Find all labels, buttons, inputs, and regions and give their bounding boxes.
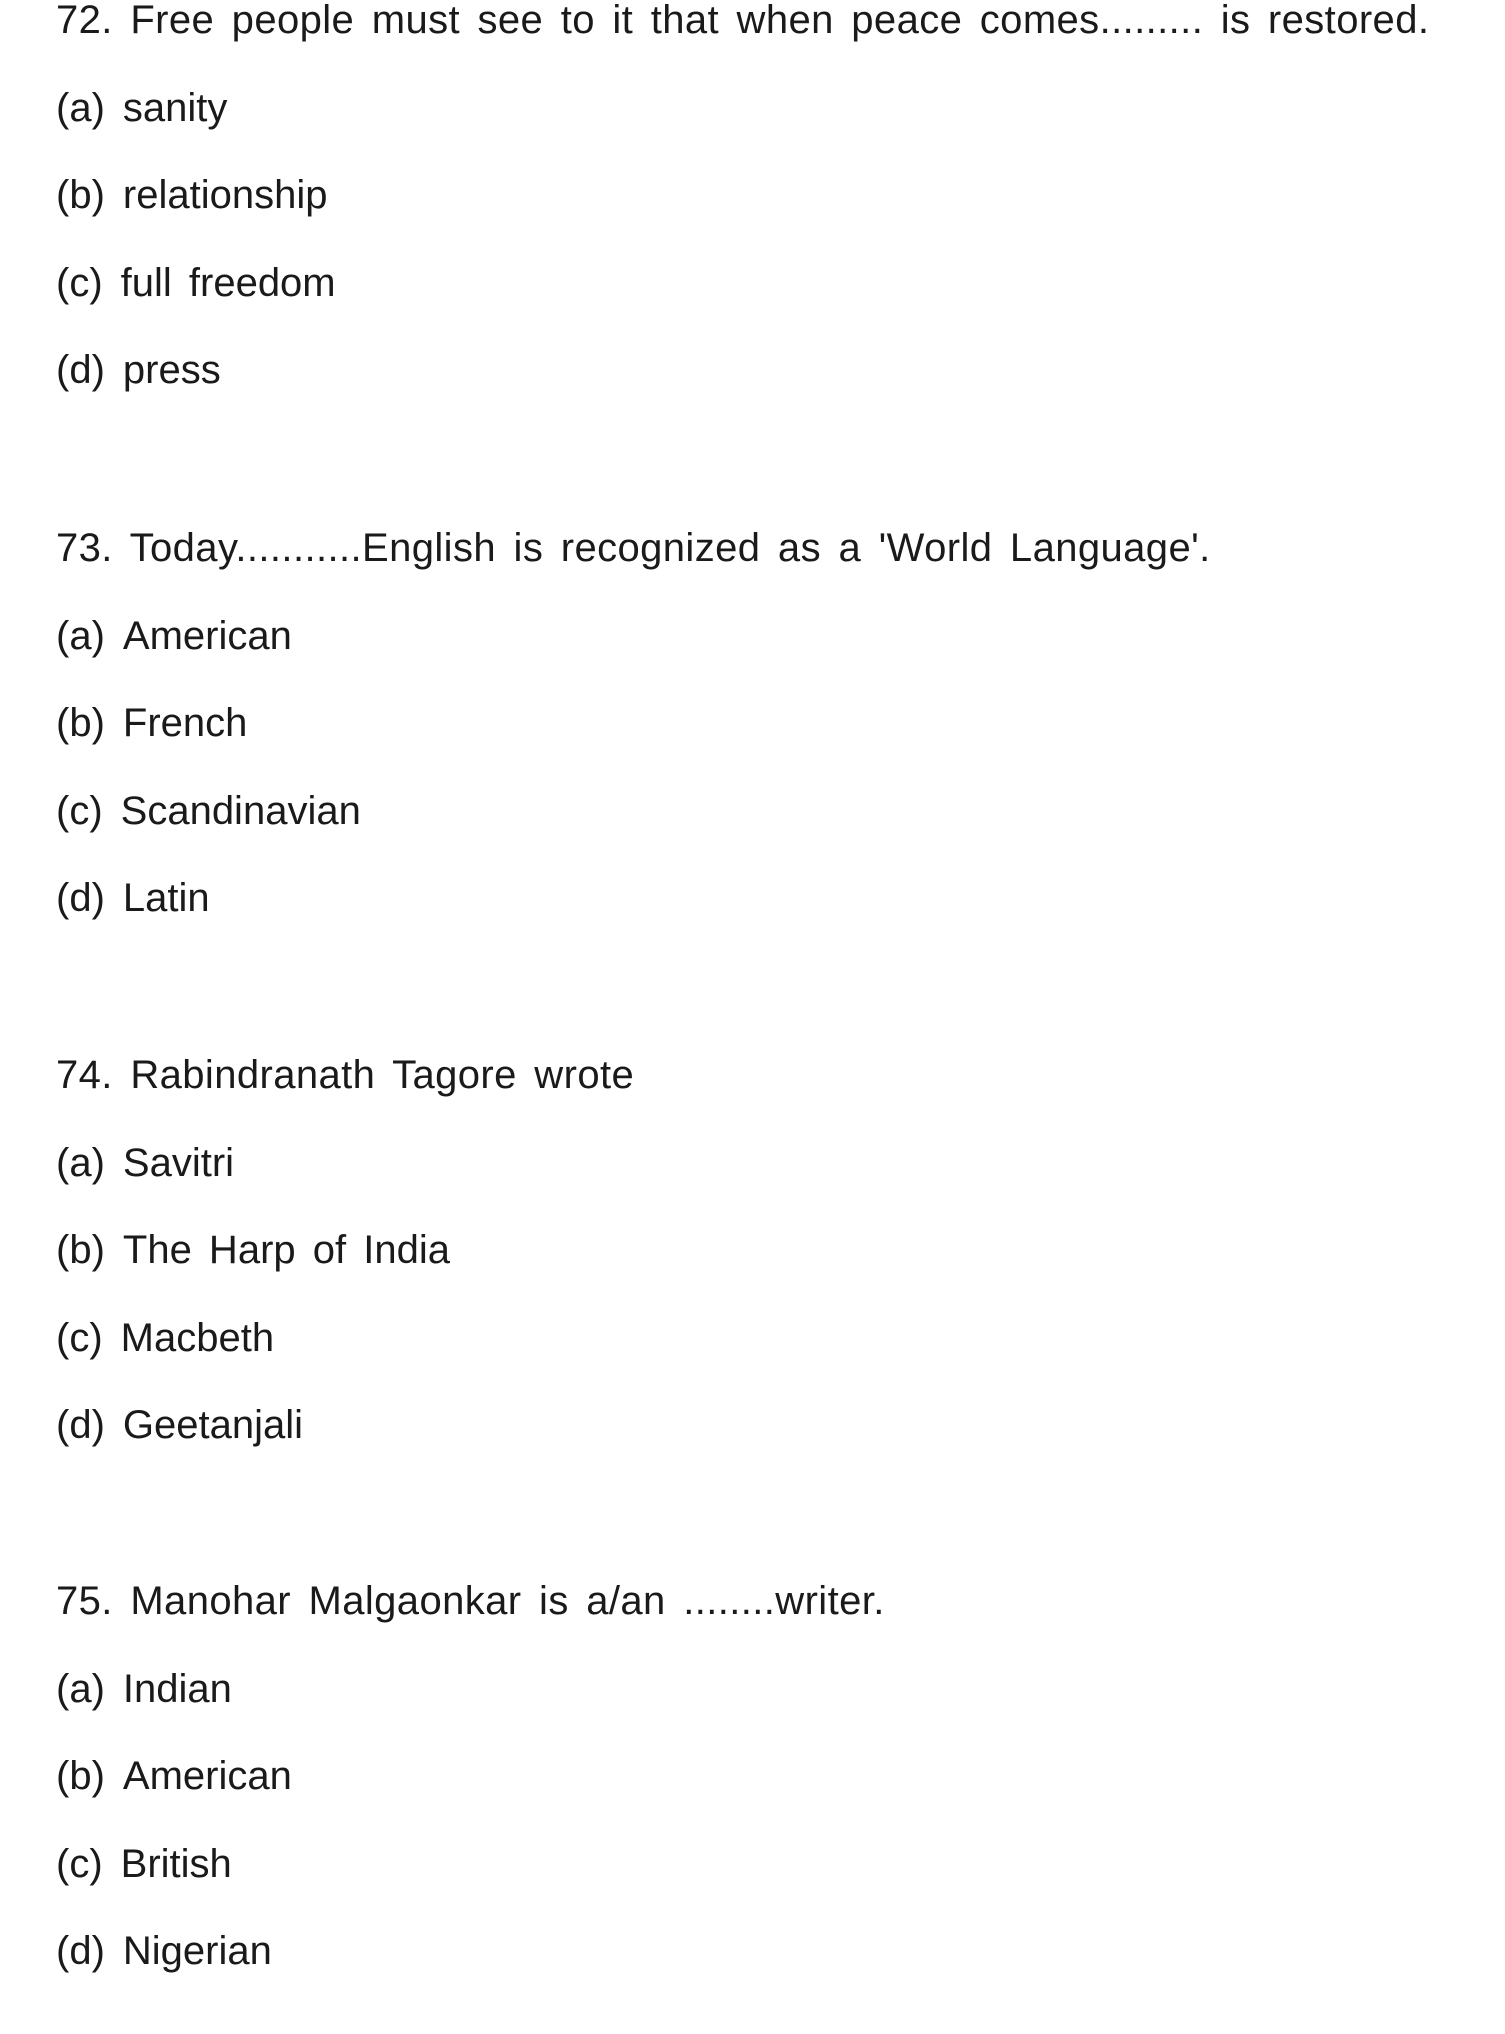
option-label: (c) (56, 789, 103, 833)
option-label: (b) (56, 1754, 105, 1798)
option-label: (c) (56, 1842, 103, 1886)
option-d (56, 874, 210, 922)
option-label: (b) (56, 1228, 105, 1272)
option-label: (a) (56, 614, 105, 658)
option-label: (c) (56, 261, 103, 305)
option-label: (a) (56, 1141, 105, 1185)
option-text: Geetanjali (122, 1403, 304, 1447)
option-label: (d) (56, 348, 105, 392)
question-text: Free people must see to it that when peace comes......... is restored. (130, 0, 1430, 42)
option-text: Savitri (122, 1141, 235, 1185)
option-label: (b) (56, 701, 105, 745)
question-number: 73. (56, 526, 113, 570)
option-b (56, 1752, 292, 1800)
question-stem (56, 1577, 885, 1625)
option-label: (d) (56, 1929, 105, 1973)
option-text: relationship (122, 173, 328, 217)
question-stem (56, 0, 1429, 44)
option-label: (a) (56, 86, 105, 130)
option-text: Macbeth (120, 1316, 275, 1360)
option-c (56, 1314, 274, 1362)
option-text: Latin (122, 876, 210, 920)
option-c (56, 1840, 232, 1888)
option-d (56, 1401, 303, 1449)
question-number: 72. (56, 0, 113, 42)
option-label: (c) (56, 1316, 103, 1360)
option-c (56, 259, 336, 307)
question-number: 74. (56, 1053, 113, 1097)
option-text: The Harp of India (122, 1228, 450, 1272)
option-text: Nigerian (122, 1929, 272, 1973)
option-text: full freedom (120, 261, 336, 305)
option-d (56, 346, 221, 394)
option-text: British (120, 1842, 232, 1886)
option-text: French (122, 701, 248, 745)
question-text: Today...........English is recognized as a 'World Language'. (129, 526, 1211, 570)
question-number: 75. (56, 1579, 113, 1623)
option-a (56, 1139, 234, 1187)
option-label: (d) (56, 1403, 105, 1447)
option-b (56, 699, 247, 747)
option-b (56, 171, 327, 219)
option-a (56, 612, 292, 660)
question-stem (56, 1051, 634, 1099)
option-label: (d) (56, 876, 105, 920)
option-text: sanity (122, 86, 228, 130)
option-text: press (122, 348, 221, 392)
option-d (56, 1927, 272, 1975)
option-a (56, 1665, 232, 1713)
option-a (56, 84, 227, 132)
option-label: (b) (56, 173, 105, 217)
option-label: (a) (56, 1667, 105, 1711)
question-stem (56, 524, 1211, 572)
option-text: Scandinavian (120, 789, 361, 833)
option-c (56, 787, 361, 835)
option-text: Indian (122, 1667, 232, 1711)
question-text: Rabindranath Tagore wrote (130, 1053, 635, 1097)
option-text: American (122, 614, 292, 658)
option-text: American (122, 1754, 292, 1798)
option-b (56, 1226, 450, 1274)
question-text: Manohar Malgaonkar is a/an ........writer. (130, 1579, 885, 1623)
